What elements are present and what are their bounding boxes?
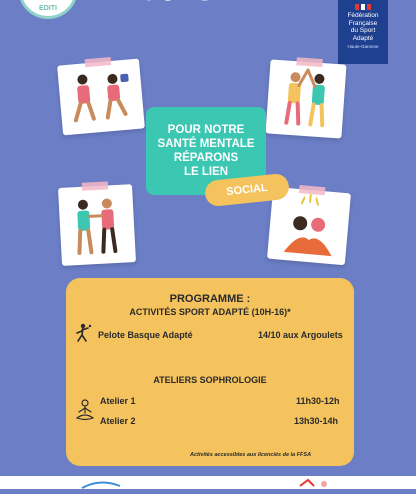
headline-line-3: RÉPARONS [173,152,239,164]
edition-badge-text: EDITI [39,5,57,12]
programme-title: PROGRAMME : [169,293,251,305]
ffsa-logo-subtitle: Haute-Garonne [347,44,379,49]
photo-card-friends [58,184,136,266]
ffsa-logo-text: Fédération Française du Sport Adapté [347,12,379,42]
footnote: Activités accessibles aux licenciés de la FFSA [190,452,312,458]
edition-badge [18,0,78,19]
ffsa-logo [338,0,388,64]
runners-illustration-icon [57,59,145,136]
atelier-1-label: Atelier 1 [100,396,136,406]
social-pill-label: SOCIAL [225,181,269,199]
pelote-label: Pelote Basque Adapté [98,330,193,340]
atelier-2-time: 13h30-14h [294,416,339,426]
handwritten-title-graphic [118,0,288,18]
partner-logos-icon [0,476,416,489]
sophrologie-title: ATELIERS SOPHROLOGIE [153,375,267,385]
photo-card-highfive [266,59,347,138]
headline-line-2: SANTÉ MENTALE [157,138,255,150]
photo-card-runners [57,59,145,136]
pelote-date: 14/10 aux Argoulets [258,330,343,340]
headline-line-4: LE LIEN [183,166,229,178]
friends-illustration-icon [58,184,136,266]
headline-line-1: POUR NOTRE [167,124,245,136]
atelier-2-label: Atelier 2 [100,416,136,426]
ffsa-flag-icon [355,4,371,10]
pelota-player-icon [74,323,92,343]
programme-subtitle: ACTIVITÉS SPORT ADAPTÉ (10H-16)* [129,307,291,317]
atelier-1-time: 11h30-12h [296,396,340,406]
highfive-illustration-icon [266,59,347,138]
meditation-icon [74,398,96,422]
partner-logo-strip [0,476,416,489]
